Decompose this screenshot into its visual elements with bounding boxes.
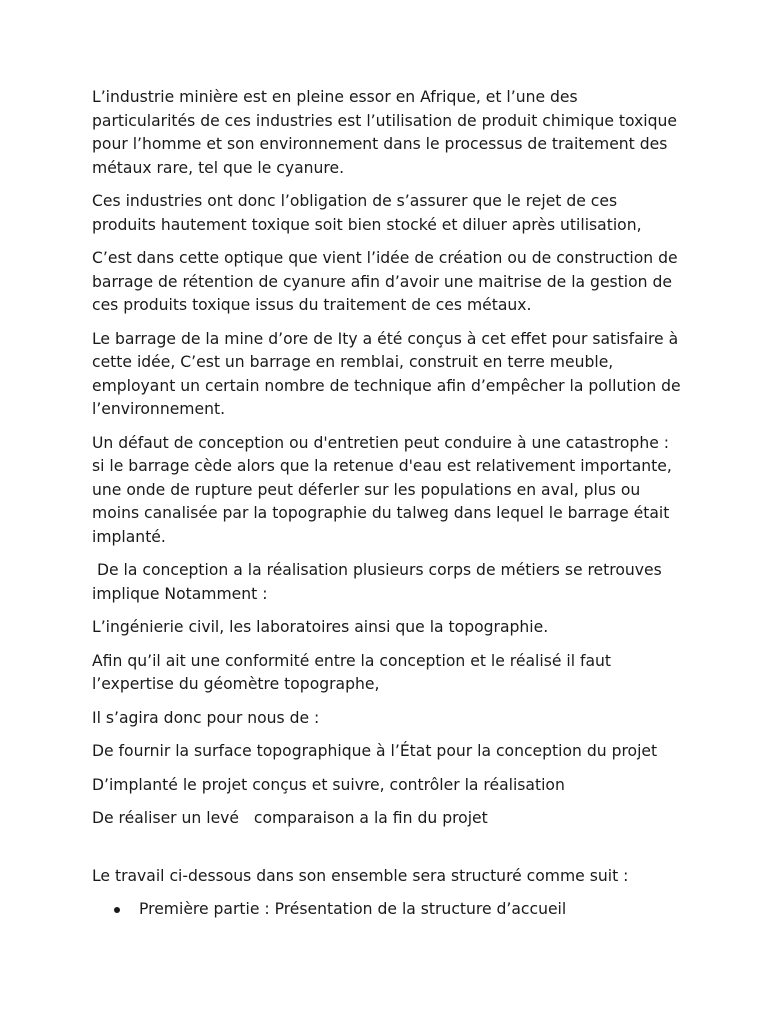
- paragraph-realiser: De réaliser un levé comparaison a la fin du projet: [92, 809, 488, 827]
- paragraph-defaut: Un défaut de conception ou d'entretien peut conduire à une catastrophe : si le barrage cède alors que la retenue d'eau est relativement importante, une onde de rupture peut déferler sur les populations en aval, plus ou moins canalisée par la topographie du talweg dans lequel le barrage était implanté.: [92, 433, 672, 546]
- paragraph-il-sagira: Il s’agira donc pour nous de :: [92, 708, 320, 727]
- paragraph-corps-metiers: De la conception a la réalisation plusieurs corps de métiers se retrouves implique Notamment :: [92, 561, 667, 603]
- paragraph-barrage-ity: Le barrage de la mine d’ore de Ity a été conçus à cet effet pour satisfaire à cette idée, C’est un barrage en remblai, construit en terre meuble, employant un certain nombre de technique afin d’empêcher la pollution de l’environnement.: [92, 329, 681, 418]
- bullet-text: Première partie : Présentation de la structure d’accueil: [139, 900, 567, 918]
- bullet-list: [92, 898, 682, 922]
- paragraph-conformite: Afin qu’il ait une conformité entre la conception et le réalisé il faut l’expertise du géomètre topographe,: [92, 651, 612, 693]
- paragraph-obligation: Ces industries ont donc l’obligation de s’assurer que le rejet de ces produits hautement toxique soit bien stocké et diluer après utilisation,: [92, 192, 642, 234]
- paragraph-implante: D’implanté le projet conçus et suivre, contrôler la réalisation: [92, 775, 565, 794]
- list-item: [92, 898, 682, 922]
- paragraph-intro: L’industrie minière est en pleine essor en Afrique, et l’une des particularités de ces industries est l’utilisation de produit chimique toxique pour l’homme et son environnement dans le processus de traitement des métaux rare, tel que le cyanure.: [92, 88, 678, 177]
- document-body: [92, 86, 682, 922]
- paragraph-optique: C’est dans cette optique que vient l’idée de création ou de construction de barrage de rétention de cyanure afin d’avoir une maitrise de la gestion de ces produits toxique issus du traitement de ces métaux.: [92, 249, 678, 314]
- paragraph-fournir: De fournir la surface topographique à l’État pour la conception du projet: [92, 742, 658, 760]
- paragraph-ingenierie: L’ingénierie civil, les laboratoires ainsi que la topographie.: [92, 618, 549, 636]
- paragraph-structure-intro: Le travail ci-dessous dans son ensemble sera structuré comme suit :: [92, 866, 629, 885]
- bullet-dot-icon: [114, 907, 120, 913]
